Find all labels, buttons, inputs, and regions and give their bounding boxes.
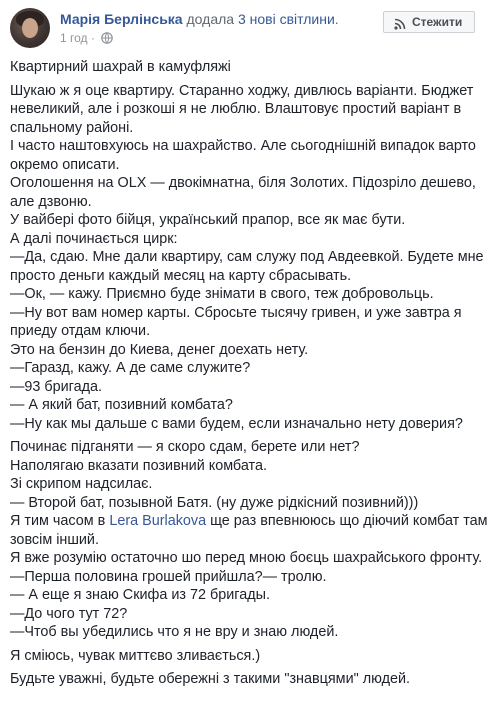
action-suffix: . xyxy=(334,11,339,27)
text-line: — А еще я знаю Скифа из 72 бригады. xyxy=(10,587,270,603)
text-line: приеду отдам ключи. xyxy=(10,323,151,339)
text-line: —До чого тут 72? xyxy=(10,605,128,622)
follow-label: Стежити xyxy=(412,15,463,29)
post-timestamp[interactable]: 1 год xyxy=(60,31,88,45)
text-line xyxy=(10,512,488,531)
text-line: Зі скрипом надсилає. xyxy=(10,476,153,492)
text-fragment: ще раз впевнююсь що діючий комбат там xyxy=(206,513,488,529)
text-line: —Да, сдаю. Мне дали квартиру, сам служу под Авдеевкой. Будете мне xyxy=(10,249,484,265)
text-line: Оголошення на OLX — двокімнатна, біля Золотих. Підозріло дешево, xyxy=(10,175,476,191)
mention-link[interactable]: Lera Burlakova xyxy=(109,513,207,529)
text-line: окремо описати. xyxy=(10,156,120,173)
text-line: У вайбері фото бійця, український прапор, все як має бути. xyxy=(10,212,406,228)
post-title: Квартирний шахрай в камуфляжі xyxy=(10,59,231,75)
text-line: —Гаразд, кажу. А де саме служите? xyxy=(10,360,251,376)
post-header xyxy=(0,0,491,50)
text-line: —Чтоб вы убедились что я не вру и знаю людей. xyxy=(10,624,339,640)
avatar[interactable] xyxy=(10,8,50,48)
post-meta xyxy=(60,31,113,47)
text-line: невеликий, але і розкоші я не люблю. Влаштовує простий варіант в xyxy=(10,101,462,117)
text-line: —93 бригада. xyxy=(10,378,103,395)
avatar-face xyxy=(22,18,38,38)
text-line: Починає підганяти — я скоро сдам, берете или нет? xyxy=(10,439,360,455)
text-fragment: Я тим часом в xyxy=(10,513,110,529)
text-line: Наполягаю вказати позивний комбата. xyxy=(10,457,267,474)
rss-icon xyxy=(394,16,406,36)
text-line: —Ок, — кажу. Приємно буде знімати в свого, теж добровольць. xyxy=(10,286,434,302)
post-body xyxy=(10,58,488,689)
text-line: —Перша половина грошей прийшла?— тролю. xyxy=(10,568,327,585)
action-text: додала xyxy=(186,11,235,27)
author-name-link[interactable]: Марія Берлінська xyxy=(60,11,183,27)
text-line: А далі починається цирк: xyxy=(10,230,178,247)
author-line xyxy=(60,10,339,28)
text-line: Я вже розумію остаточно шо перед мною боєць шахрайського фронту. xyxy=(10,550,483,566)
text-line: зовсім інший. xyxy=(10,531,99,548)
text-line: Будьте уважні, будьте обережні з такими "знавцями" людей. xyxy=(10,671,411,687)
text-line: —Ну вот вам номер карты. Сбросьте тысячу гривен, и уже завтра я xyxy=(10,304,462,321)
text-line: — А який бат, позивний комбата? xyxy=(10,397,233,413)
text-line: І часто наштовхуюсь на шахрайство. Але сьогоднішній випадок варто xyxy=(10,138,476,154)
text-line: Шукаю ж я оце квартиру. Старанно ходжу, дивлюсь варіанти. Бюджет xyxy=(10,82,474,99)
text-line: Я сміюсь, чувак миттєво зливається.) xyxy=(10,647,261,664)
text-line: —Ну как мы дальше с вами будем, если изначально нету доверия? xyxy=(10,415,463,432)
meta-separator: · xyxy=(90,31,95,45)
text-line: але дзвоню. xyxy=(10,193,92,210)
text-line: — Второй бат, позывной Батя. (ну дуже рідкісний позивний))) xyxy=(10,494,419,511)
text-line: просто деньги каждый месяц на карту сбрасывать. xyxy=(10,267,352,284)
text-line: спальному районі. xyxy=(10,119,134,136)
photos-link[interactable]: 3 нові світлини xyxy=(237,11,335,27)
text-line: Это на бензин до Киева, денег доехать нету. xyxy=(10,341,309,358)
globe-icon xyxy=(101,32,113,47)
follow-button[interactable] xyxy=(383,11,475,33)
